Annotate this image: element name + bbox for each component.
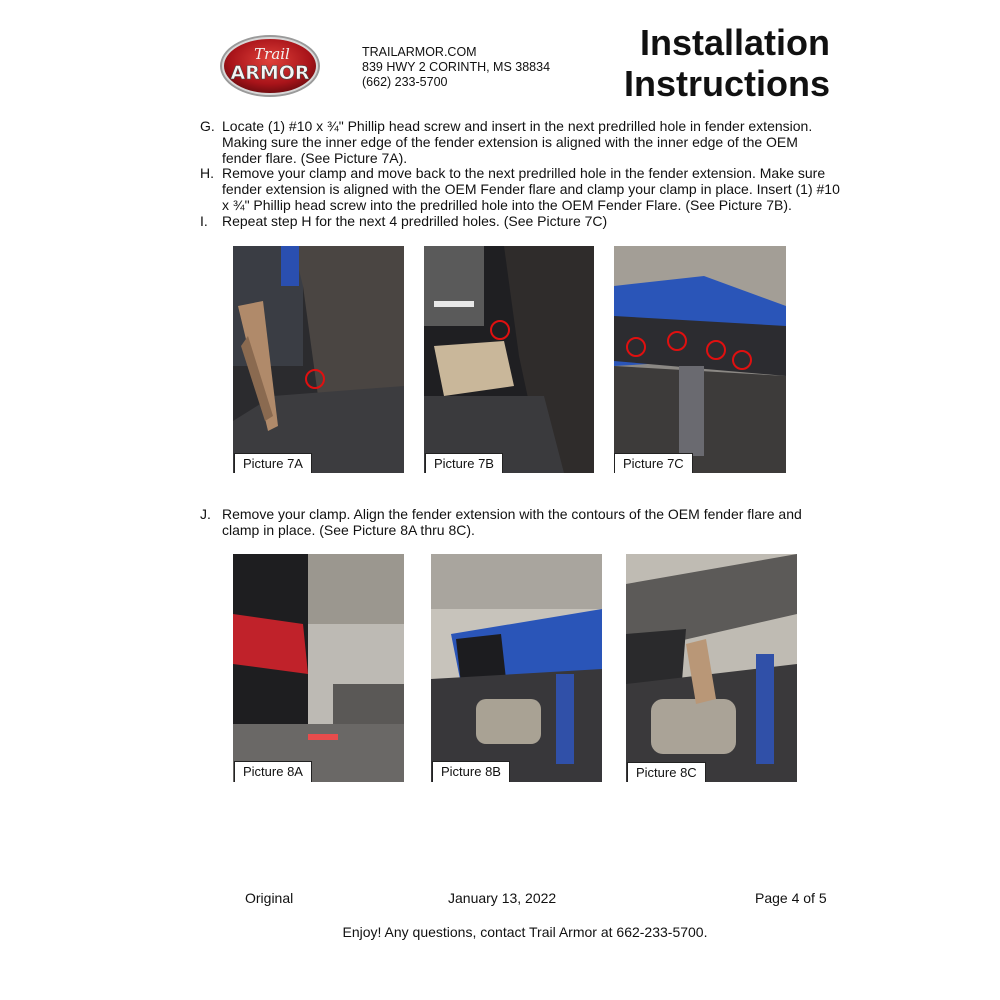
step-letter: J. (200, 506, 211, 522)
step-g (200, 119, 840, 166)
photo-8c (626, 554, 797, 782)
footer-version: Original (245, 890, 294, 906)
instruction-steps (200, 119, 840, 230)
caption-7a: Picture 7A (234, 453, 312, 473)
trail-armor-logo (218, 33, 322, 99)
caption-8b: Picture 8B (432, 761, 510, 782)
step-j (200, 507, 840, 539)
company-address: 839 HWY 2 CORINTH, MS 38834 (362, 60, 551, 74)
step-letter: G. (200, 118, 215, 134)
caption-8a: Picture 8A (234, 761, 312, 782)
caption-7b: Picture 7B (425, 453, 503, 473)
title-line-1: Installation (639, 22, 830, 63)
photo-7a (233, 246, 404, 473)
step-h (200, 166, 840, 213)
photo-8b (431, 554, 602, 782)
footer-page-number: Page 4 of 5 (755, 890, 827, 906)
step-text: Repeat step H for the next 4 predrilled holes. (See Picture 7C) (222, 212, 608, 229)
title-line-2: Instructions (623, 63, 830, 104)
photo-7c (614, 246, 786, 473)
closing-note: Enjoy! Any questions, contact Trail Armor at 662-233-5700. (342, 924, 708, 940)
caption-8c: Picture 8C (627, 762, 706, 782)
company-website: TRAILARMOR.COM (362, 45, 477, 59)
step-text: Locate (1) #10 x ¾" Phillip head screw and insert in the next predrilled hole in fender extension. Making sure the inner edge of the fender extension is aligned with the inner edge of the OEM fender flare. (See Picture 7A). (222, 118, 813, 166)
logo-text-top: Trail (254, 45, 290, 63)
instruction-step-j (200, 507, 840, 539)
photo-7b (424, 246, 594, 473)
page-title (624, 22, 830, 104)
step-text: Remove your clamp. Align the fender extension with the contours of the OEM fender flare and clamp in place. (See Picture 8A thru 8C). (222, 506, 802, 538)
step-letter: I. (200, 212, 208, 229)
footer-date: January 13, 2022 (448, 890, 557, 906)
step-i (200, 214, 840, 230)
step-letter: H. (200, 165, 214, 182)
company-info (362, 45, 550, 90)
logo-text-bottom: ARMOR (230, 62, 310, 84)
company-phone: (662) 233-5700 (362, 75, 448, 89)
step-text: Remove your clamp and move back to the next predrilled hole in the fender extension. Make sure fender extension is aligned with the OEM Fender flare and clamp your clamp in place. Insert (1) #10 x ¾" Phillip head screw into the predrilled hole into the OEM Fender Flare. (See Picture 7B). (222, 165, 840, 213)
photo-8a (233, 554, 404, 782)
caption-7c: Picture 7C (614, 453, 693, 473)
